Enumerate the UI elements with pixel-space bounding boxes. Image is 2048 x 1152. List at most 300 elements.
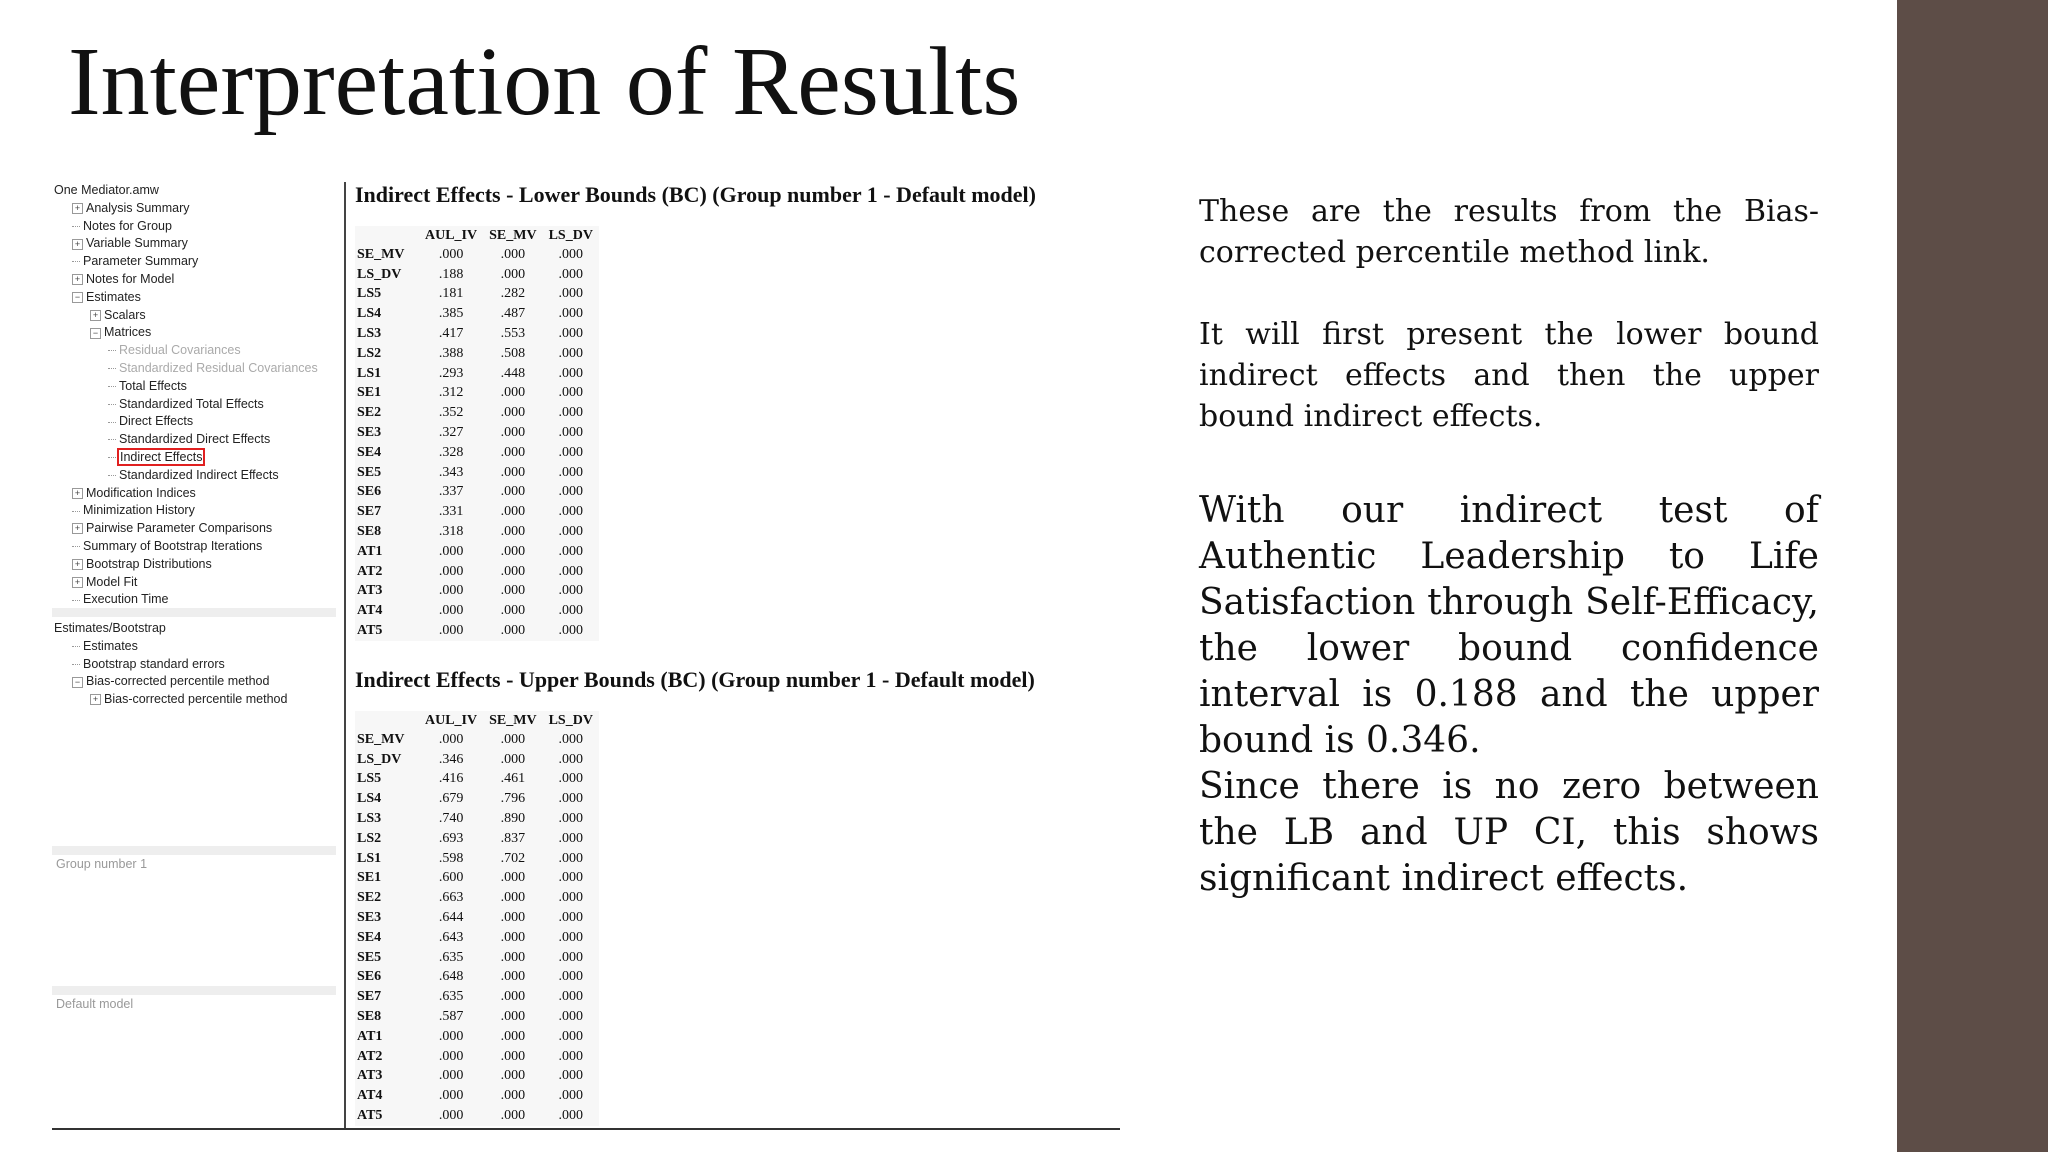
tree-item-label: Parameter Summary [83, 254, 199, 269]
tree-item[interactable] [72, 485, 196, 501]
table-row [355, 443, 599, 463]
tree-item-label: One Mediator.amw [54, 183, 159, 197]
panel-divider [344, 182, 346, 1130]
row-label: AT5 [357, 623, 383, 639]
table-cell: .000 [558, 791, 583, 807]
table-cell: .346 [438, 751, 464, 767]
table-cell: .740 [438, 811, 464, 827]
table-row [355, 621, 599, 641]
row-label: SE8 [357, 524, 382, 540]
tree-item-label: Model Fit [86, 574, 138, 589]
tree-item[interactable] [72, 591, 168, 607]
tree-item[interactable] [90, 307, 146, 323]
column-header: AUL_IV [425, 227, 478, 243]
tree-item-label: Estimates [86, 289, 141, 304]
accent-side-bar [1897, 0, 2048, 1152]
table-row [355, 1047, 599, 1067]
table-row [355, 562, 599, 582]
table-cell: .000 [558, 504, 583, 520]
lower-bounds-heading: Indirect Effects - Lower Bounds (BC) (Group number 1 - Default model) [355, 182, 1036, 207]
table-cell: .343 [438, 464, 464, 480]
table-cell: .293 [438, 365, 464, 381]
table-cell: .000 [558, 731, 583, 747]
tree-item[interactable] [72, 200, 190, 216]
table-cell: .000 [558, 444, 583, 460]
tree-connector-icon [108, 457, 116, 458]
table-cell: .000 [500, 425, 526, 441]
tree-divider [52, 986, 336, 995]
table-cell: .000 [558, 603, 583, 619]
table-cell: .000 [558, 266, 583, 282]
table-cell: .000 [438, 603, 464, 619]
tree-item-label: Estimates/Bootstrap [54, 621, 166, 635]
table-cell: .553 [500, 326, 526, 342]
table-cell: .000 [500, 1108, 526, 1124]
corner-cell [355, 711, 419, 730]
row-label: SE6 [357, 484, 382, 500]
collapse-icon[interactable]: − [90, 328, 101, 339]
row-label: SE3 [357, 910, 382, 926]
row-label: LS3 [357, 811, 382, 827]
table-cell: .000 [558, 306, 583, 322]
tree-item-label: Modification Indices [86, 485, 196, 500]
table-cell: .000 [558, 623, 583, 639]
table-cell: .837 [500, 830, 526, 846]
tree-item-label: Variable Summary [86, 236, 188, 251]
table-cell: .693 [438, 830, 464, 846]
result-paragraph: With our indirect test of Authentic Leadership to Life Satisfaction through Self-Efficacy, the lower bound confidence interval is 0.188 and the upper bound is 0.346. [1199, 490, 1819, 761]
table-cell: .648 [438, 969, 464, 985]
row-label: LS3 [357, 326, 382, 342]
row-label: SE3 [357, 425, 382, 441]
table-header-row [355, 711, 599, 730]
table-cell: .000 [558, 563, 583, 579]
table-cell: .000 [558, 1108, 583, 1124]
row-label: SE8 [357, 1009, 382, 1025]
table-cell: .000 [500, 989, 526, 1005]
table-cell: .000 [500, 583, 526, 599]
row-label: AT4 [357, 1088, 383, 1104]
tree-item-label: Pairwise Parameter Comparisons [86, 521, 273, 536]
expand-icon[interactable]: + [90, 310, 101, 321]
table-row [355, 582, 599, 602]
table-row [355, 869, 599, 889]
tree-connector-icon [72, 600, 80, 601]
tree-item-label: Estimates [83, 638, 138, 653]
table-cell: .000 [438, 1108, 464, 1124]
row-label: AT4 [357, 603, 383, 619]
table-row [355, 1067, 599, 1087]
row-label: LS_DV [357, 266, 402, 282]
row-label: LS4 [357, 791, 382, 807]
row-label: LS4 [357, 306, 382, 322]
tree-item[interactable] [108, 360, 318, 376]
row-label: SE5 [357, 464, 382, 480]
row-label: SE7 [357, 989, 382, 1005]
table-cell: .000 [558, 929, 583, 945]
tree-item[interactable] [72, 271, 174, 287]
table-row [355, 403, 599, 423]
tree-item[interactable] [108, 396, 264, 412]
table-cell: .352 [438, 405, 464, 421]
model-list-label[interactable]: Default model [56, 997, 134, 1011]
table-cell: .598 [438, 850, 464, 866]
table-cell: .000 [500, 504, 526, 520]
tree-item[interactable] [90, 691, 287, 707]
row-label: SE1 [357, 385, 382, 401]
table-cell: .417 [438, 326, 464, 342]
table-cell: .282 [500, 286, 526, 302]
table-cell: .000 [500, 385, 526, 401]
tree-item[interactable] [108, 378, 187, 394]
table-cell: .000 [500, 751, 526, 767]
table-cell: .000 [558, 949, 583, 965]
table-cell: .331 [438, 504, 464, 520]
tree-item[interactable] [108, 342, 241, 358]
tree-connector-icon [108, 439, 116, 440]
row-label: SE6 [357, 969, 382, 985]
row-label: SE5 [357, 949, 382, 965]
table-row [355, 483, 599, 503]
table-cell: .181 [438, 286, 464, 302]
table-cell: .000 [500, 524, 526, 540]
tree-connector-icon [72, 226, 80, 227]
table-row [355, 324, 599, 344]
table-cell: .000 [500, 870, 526, 886]
tree-item-label: Minimization History [83, 503, 195, 518]
table-row [355, 542, 599, 562]
table-cell: .000 [558, 1048, 583, 1064]
table-row [355, 888, 599, 908]
table-cell: .000 [558, 246, 583, 262]
table-row [355, 245, 599, 265]
tree-connector-icon [72, 646, 80, 647]
tree-item-label: Execution Time [83, 592, 169, 607]
screenshot-bottom-border [52, 1128, 1120, 1130]
tree-item-label: Analysis Summary [86, 200, 190, 215]
table-cell: .000 [558, 1009, 583, 1025]
row-label: LS_DV [357, 751, 402, 767]
table-cell: .000 [558, 345, 583, 361]
row-label: SE7 [357, 504, 382, 520]
table-cell: .000 [558, 405, 583, 421]
table-cell: .000 [500, 603, 526, 619]
corner-cell [355, 226, 419, 245]
table-cell: .000 [500, 910, 526, 926]
table-cell: .000 [558, 464, 583, 480]
row-label: LS2 [357, 345, 382, 361]
table-cell: .000 [558, 1088, 583, 1104]
column-header: LS_DV [548, 712, 593, 728]
table-cell: .000 [558, 850, 583, 866]
table-cell: .000 [438, 563, 464, 579]
row-label: LS1 [357, 365, 382, 381]
table-cell: .600 [438, 870, 464, 886]
table-cell: .487 [500, 306, 526, 322]
table-row [355, 502, 599, 522]
table-cell: .000 [500, 949, 526, 965]
table-cell: .644 [438, 910, 464, 926]
tree-item-label: Bootstrap Distributions [86, 556, 212, 571]
tree-item[interactable] [108, 467, 279, 483]
tree-item[interactable] [72, 673, 269, 689]
table-header-row [355, 226, 599, 245]
table-cell: .000 [500, 1028, 526, 1044]
table-cell: .000 [558, 1028, 583, 1044]
collapse-icon[interactable]: − [72, 292, 83, 303]
table-row [355, 908, 599, 928]
table-cell: .328 [438, 444, 464, 460]
row-label: LS2 [357, 830, 382, 846]
table-cell: .000 [500, 731, 526, 747]
upper-bounds-table [355, 711, 599, 1126]
table-cell: .312 [438, 385, 464, 401]
table-cell: .000 [500, 623, 526, 639]
table-cell: .000 [500, 1068, 526, 1084]
tree-item[interactable] [72, 538, 262, 554]
table-row [355, 750, 599, 770]
row-label: AT2 [357, 563, 383, 579]
tree-item-label: Residual Covariances [119, 343, 241, 358]
table-cell: .448 [500, 365, 526, 381]
slide-title: Interpretation of Results [68, 28, 1021, 136]
table-cell: .000 [438, 731, 464, 747]
table-cell: .000 [438, 1048, 464, 1064]
tree-connector-icon [108, 350, 116, 351]
expand-icon[interactable]: + [72, 239, 83, 250]
tree-item-label: Notes for Model [86, 272, 175, 286]
table-cell: .000 [500, 246, 526, 262]
table-cell: .635 [438, 989, 464, 1005]
row-label: SE2 [357, 890, 382, 906]
table-row [355, 968, 599, 988]
intro-paragraph: These are the results from the Bias-corrected percentile method link. [1199, 194, 1819, 270]
table-cell: .000 [438, 583, 464, 599]
table-cell: .000 [500, 1009, 526, 1025]
table-row [355, 987, 599, 1007]
table-cell: .000 [500, 444, 526, 460]
tree-item-label: Bias-corrected percentile method [86, 674, 270, 689]
tree-item[interactable] [72, 289, 141, 305]
tree-item-label: Matrices [104, 325, 152, 340]
table-cell: .385 [438, 306, 464, 322]
tree-item-label: Scalars [104, 307, 146, 322]
table-row [355, 463, 599, 483]
table-row [355, 730, 599, 750]
table-row [355, 304, 599, 324]
table-cell: .000 [438, 1088, 464, 1104]
table-cell: .000 [500, 1048, 526, 1064]
row-label: SE1 [357, 870, 382, 886]
row-label: SE2 [357, 405, 382, 421]
table-cell: .000 [500, 266, 526, 282]
row-label: AT1 [357, 543, 383, 559]
expand-icon[interactable]: + [72, 488, 83, 499]
table-row [355, 1086, 599, 1106]
conclusion-paragraph: Since there is no zero between the LB and UP CI, this shows significant indirect effects. [1199, 766, 1819, 899]
table-cell: .000 [438, 1028, 464, 1044]
table-cell: .000 [558, 890, 583, 906]
table-cell: .679 [438, 791, 464, 807]
table-cell: .000 [500, 1088, 526, 1104]
tree-connector-icon [108, 386, 116, 387]
table-row [355, 809, 599, 829]
table-cell: .188 [438, 266, 464, 282]
table-cell: .000 [500, 543, 526, 559]
table-cell: .000 [558, 771, 583, 787]
method-paragraph: It will first present the lower bound indirect effects and then the upper bound indirect effects. [1199, 317, 1819, 434]
table-cell: .337 [438, 484, 464, 500]
table-cell: .000 [558, 385, 583, 401]
expand-icon[interactable]: + [72, 577, 83, 588]
table-cell: .000 [558, 425, 583, 441]
expand-icon[interactable]: + [72, 523, 83, 534]
table-row [355, 364, 599, 384]
table-row [355, 948, 599, 968]
table-cell: .461 [500, 771, 526, 787]
table-row [355, 770, 599, 790]
tree-item[interactable] [72, 235, 188, 251]
tree-item-label: Bootstrap standard errors [83, 656, 225, 671]
table-cell: .508 [500, 345, 526, 361]
tree-connector-icon [72, 511, 80, 512]
table-cell: .643 [438, 929, 464, 945]
row-label: SE4 [357, 929, 382, 945]
tree-item[interactable] [72, 656, 225, 672]
tree-item-label: Direct Effects [119, 414, 194, 429]
table-cell: .000 [500, 464, 526, 480]
table-cell: .000 [558, 751, 583, 767]
table-row [355, 265, 599, 285]
tree-item-label: Summary of Bootstrap Iterations [83, 539, 263, 553]
table-cell: .416 [438, 771, 464, 787]
tree-item-label: Standardized Total Effects [119, 396, 264, 411]
table-row [355, 1007, 599, 1027]
column-header: SE_MV [489, 712, 537, 728]
table-cell: .000 [558, 286, 583, 302]
tree-item[interactable] [108, 413, 193, 429]
tree-item-label: Standardized Residual Covariances [119, 361, 318, 375]
row-label: LS1 [357, 850, 382, 866]
row-label: AT1 [357, 1028, 383, 1044]
table-cell: .000 [558, 524, 583, 540]
table-cell: .000 [558, 969, 583, 985]
tree-connector-icon [72, 261, 80, 262]
tree-connector-icon [108, 404, 116, 405]
row-label: LS5 [357, 286, 382, 302]
table-cell: .000 [558, 811, 583, 827]
row-label: AT2 [357, 1048, 383, 1064]
table-row [355, 423, 599, 443]
expand-icon[interactable]: + [90, 694, 101, 705]
tree-item[interactable] [108, 449, 203, 465]
group-list-label[interactable]: Group number 1 [56, 857, 148, 871]
table-cell: .000 [558, 583, 583, 599]
table-row [355, 601, 599, 621]
tree-connector-icon [108, 422, 116, 423]
table-cell: .000 [500, 563, 526, 579]
upper-bounds-heading: Indirect Effects - Upper Bounds (BC) (Group number 1 - Default model) [355, 667, 1035, 692]
tree-connector-icon [72, 664, 80, 665]
table-cell: .000 [500, 890, 526, 906]
table-cell: .000 [438, 246, 464, 262]
tree-item-label: Bias-corrected percentile method [104, 692, 288, 707]
table-cell: .000 [438, 543, 464, 559]
tree-divider [52, 608, 336, 617]
tree-item-label: Standardized Indirect Effects [119, 467, 279, 482]
tree-item-label: Notes for Group [83, 218, 172, 233]
tree-item[interactable] [72, 502, 195, 518]
table-cell: .000 [558, 870, 583, 886]
table-cell: .000 [558, 989, 583, 1005]
table-cell: .388 [438, 345, 464, 361]
row-label: SE_MV [357, 246, 405, 262]
tree-item-label: Indirect Effects [120, 450, 203, 464]
tree-connector-icon [108, 475, 116, 476]
amos-output-screenshot [52, 180, 1120, 1130]
expand-icon[interactable]: + [72, 203, 83, 214]
tree-item[interactable] [54, 620, 166, 636]
table-cell: .663 [438, 890, 464, 906]
table-cell: .890 [500, 811, 526, 827]
collapse-icon[interactable]: − [72, 677, 83, 688]
table-row [355, 789, 599, 809]
table-cell: .000 [500, 484, 526, 500]
table-cell: .796 [500, 791, 526, 807]
row-label: LS5 [357, 771, 382, 787]
tree-item[interactable] [72, 556, 212, 572]
tree-item[interactable] [54, 182, 159, 198]
table-row [355, 1106, 599, 1126]
table-cell: .000 [500, 929, 526, 945]
table-row [355, 829, 599, 849]
table-cell: .000 [500, 969, 526, 985]
table-row [355, 928, 599, 948]
table-row [355, 849, 599, 869]
expand-icon[interactable]: + [72, 559, 83, 570]
tree-item[interactable] [108, 431, 270, 447]
table-row [355, 522, 599, 542]
table-cell: .000 [558, 484, 583, 500]
row-label: AT3 [357, 1068, 383, 1084]
column-header: SE_MV [489, 227, 537, 243]
table-row [355, 384, 599, 404]
row-label: SE_MV [357, 731, 405, 747]
table-cell: .702 [500, 850, 526, 866]
tree-connector-icon [72, 546, 80, 547]
tree-item[interactable] [72, 638, 138, 654]
tree-divider [52, 846, 336, 855]
tree-item-label: Total Effects [119, 378, 187, 393]
table-cell: .000 [558, 830, 583, 846]
tree-item[interactable] [72, 253, 198, 269]
table-cell: .587 [438, 1009, 464, 1025]
expand-icon[interactable]: + [72, 274, 83, 285]
tree-item[interactable] [72, 218, 172, 234]
tree-item[interactable] [90, 324, 151, 340]
row-label: AT5 [357, 1108, 383, 1124]
tree-item-label: Standardized Direct Effects [119, 432, 271, 447]
table-row [355, 1027, 599, 1047]
column-header: AUL_IV [425, 712, 478, 728]
table-cell: .327 [438, 425, 464, 441]
tree-item[interactable] [72, 574, 137, 590]
tree-item[interactable] [72, 520, 272, 536]
table-cell: .000 [500, 405, 526, 421]
table-row [355, 344, 599, 364]
column-header: LS_DV [548, 227, 593, 243]
row-label: SE4 [357, 444, 382, 460]
